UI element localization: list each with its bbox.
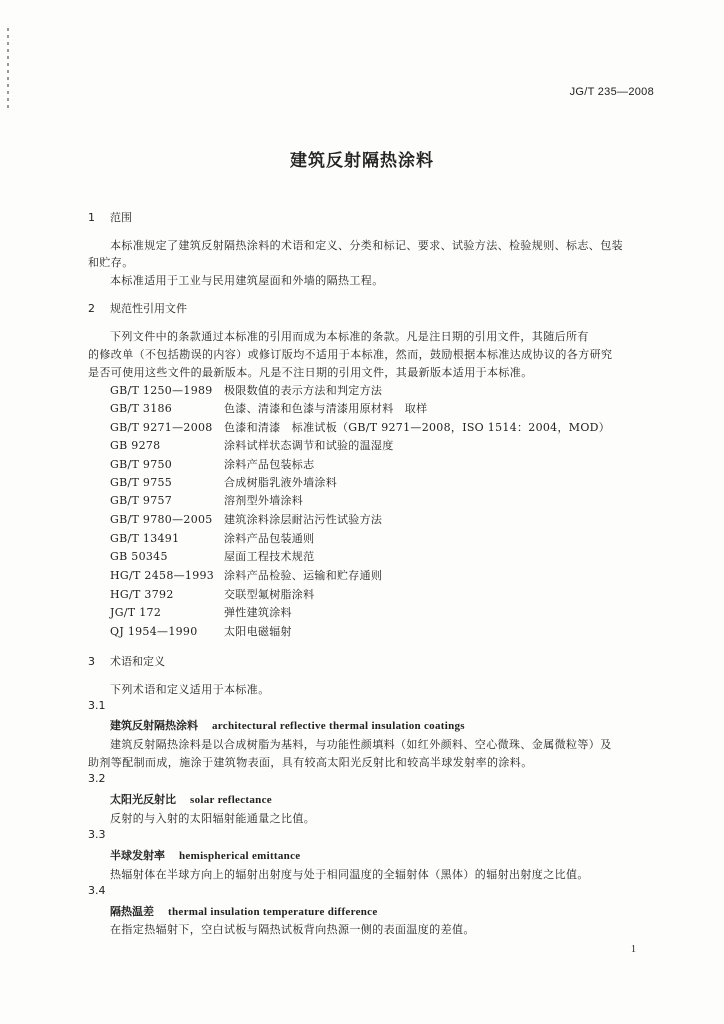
definition-line: 建筑反射隔热涂料是以合成树脂为基料，与功能性颜填料（如红外颜料、空心微珠、金属微粒等）及 [110, 738, 612, 751]
reference-title: 合成树脂乳液外墙涂料 [224, 476, 337, 489]
paragraph-line: 本标准适用于工业与民用建筑屋面和外墙的隔热工程。 [110, 274, 384, 287]
reference-code: GB/T 9271—2008 [110, 421, 213, 434]
reference-item [110, 548, 314, 564]
term-heading [110, 903, 378, 919]
paragraph-line: 和贮存。 [88, 256, 134, 269]
reference-title: 色漆、清漆和色漆与清漆用原材料 取样 [224, 402, 428, 415]
page-number: 1 [631, 944, 636, 955]
standard-number: JG/T 235—2008 [569, 86, 654, 98]
reference-item [110, 474, 337, 490]
reference-item [110, 623, 292, 639]
section-number: 1 [88, 211, 95, 224]
term-chinese: 太阳光反射比 [110, 793, 176, 806]
paragraph-line: 的修改单（不包括勘误的内容）或修订版均不适用于本标准，然而，鼓励根据本标准达成协议的各方研究 [88, 348, 613, 361]
reference-title: 建筑涂料涂层耐沾污性试验方法 [224, 513, 383, 526]
paragraph-line: 是否可使用这些文件的最新版本。凡是不注日期的引用文件，其最新版本适用于本标准。 [88, 366, 533, 379]
reference-code: JG/T 172 [110, 606, 162, 619]
reference-title: 溶剂型外墙涂料 [224, 494, 304, 507]
term-english: hemispherical emittance [179, 850, 301, 862]
reference-item [110, 400, 427, 416]
term-heading [110, 791, 272, 807]
section-title: 范围 [110, 211, 132, 224]
document-title: 建筑反射隔热涂料 [290, 151, 434, 171]
reference-title: 涂料试样状态调节和试验的温湿度 [224, 439, 394, 452]
reference-code: HG/T 3792 [110, 588, 174, 601]
definition-line: 反射的与入射的太阳辐射能通量之比值。 [110, 812, 316, 825]
reference-code: GB/T 3186 [110, 402, 173, 415]
section-number: 3 [88, 655, 95, 668]
subsection-number: 3.4 [88, 884, 106, 897]
reference-code: QJ 1954—1990 [110, 625, 198, 638]
reference-title: 涂料产品检验、运输和贮存通则 [224, 569, 383, 582]
section-title: 规范性引用文件 [110, 302, 187, 315]
term-chinese: 建筑反射隔热涂料 [110, 719, 198, 732]
reference-code: GB 9278 [110, 439, 161, 452]
section-1-heading [88, 209, 132, 225]
reference-code: GB/T 9757 [110, 494, 173, 507]
subsection-number: 3.3 [88, 828, 106, 841]
term-english: architectural reflective thermal insulation coatings [212, 720, 465, 732]
reference-item [110, 604, 292, 620]
paragraph-line: 本标准规定了建筑反射隔热涂料的术语和定义、分类和标记、要求、试验方法、检验规则、标志、包装 [110, 239, 623, 252]
paragraph-line: 下列文件中的条款通过本标准的引用而成为本标准的条款。凡是注日期的引用文件，其随后所有 [110, 330, 589, 343]
reference-item [110, 492, 303, 508]
reference-title: 屋面工程技术规范 [224, 550, 315, 563]
definition-line: 助剂等配制而成，施涂于建筑物表面，具有较高太阳光反射比和较高半球发射率的涂料。 [88, 756, 533, 769]
reference-code: GB/T 13491 [110, 532, 180, 545]
term-heading [110, 847, 300, 863]
reference-item [110, 456, 314, 472]
term-heading [110, 717, 465, 733]
reference-title: 涂料产品包装标志 [224, 458, 315, 471]
term-chinese: 隔热温差 [110, 905, 154, 918]
definition-line: 在指定热辐射下，空白试板与隔热试板背向热源一侧的表面温度的差值。 [110, 923, 475, 936]
reference-item [110, 586, 314, 602]
subsection-number: 3.1 [88, 699, 106, 712]
reference-title: 交联型氟树脂涂料 [224, 588, 315, 601]
term-english: solar reflectance [190, 794, 272, 806]
reference-code: GB/T 9750 [110, 458, 173, 471]
reference-title: 涂料产品包装通则 [224, 532, 315, 545]
reference-code: GB/T 9780—2005 [110, 513, 213, 526]
reference-item [110, 511, 382, 527]
reference-code: GB/T 9755 [110, 476, 173, 489]
reference-title: 太阳电磁辐射 [224, 625, 292, 638]
reference-item [110, 437, 394, 453]
section-2-heading [88, 300, 187, 316]
paragraph-line: 下列术语和定义适用于本标准。 [110, 683, 270, 696]
definition-line: 热辐射体在半球方向上的辐射出射度与处于相同温度的全辐射体（黑体）的辐射出射度之比值。 [110, 868, 589, 881]
section-number: 2 [88, 302, 95, 315]
term-chinese: 半球发射率 [110, 849, 165, 862]
reference-title: 弹性建筑涂料 [224, 606, 292, 619]
reference-code: GB/T 1250—1989 [110, 384, 213, 397]
reference-item [110, 382, 382, 398]
subsection-number: 3.2 [88, 772, 106, 785]
reference-code: HG/T 2458—1993 [110, 569, 215, 582]
section-3-heading [88, 653, 165, 669]
term-english: thermal insulation temperature difference [168, 906, 378, 918]
scan-edge-marks [7, 28, 9, 108]
reference-item [110, 419, 610, 435]
reference-code: GB 50345 [110, 550, 168, 563]
reference-title: 色漆和清漆 标准试板（GB/T 9271—2008，ISO 1514：2004，MOD） [224, 421, 611, 434]
reference-title: 极限数值的表示方法和判定方法 [224, 384, 383, 397]
reference-item [110, 567, 382, 583]
section-title: 术语和定义 [110, 655, 165, 668]
reference-item [110, 530, 314, 546]
